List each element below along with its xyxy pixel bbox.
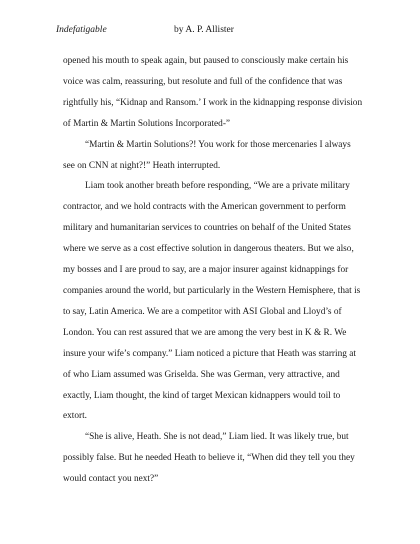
running-header (56, 23, 366, 37)
paragraph: “She is alive, Heath. She is not dead,” Liam lied. It was likely true, but possibly false. But he needed Heath to believe it, “When did they tell you they would contact you next?” (63, 432, 355, 485)
body-text (63, 51, 363, 490)
paragraph: “Martin & Martin Solutions?! You work for those mercenaries I always see on CNN at night?!” Heath interrupted. (63, 139, 351, 171)
paragraph: Liam took another breath before responding, “We are a private military contractor, and we hold contracts with the American government to perform military and humanitarian services to countries on behalf of the United States where we serve as a cost effective solution in dangerous theaters. But we also, my bosses and I are proud to say, are a major insurer against kidnappings for companies around the world, but particularly in the Western Hemisphere, that is to say, Latin America. We are a competitor with ASI Global and Lloyd’s of London. You can rest assured that we are among the very best in K & R. We insure your wife’s company.” Liam noticed a picture that Heath was starring at of who Liam assumed was Griselda. She was German, very attractive, and exactly, Liam thought, the kind of target Mexican kidnappers would toil to extort. (63, 181, 361, 422)
paragraph-continued: opened his mouth to speak again, but paused to consciously make certain his voice was calm, reassuring, but resolute and full of the confidence that was rightfully his, “Kidnap and Ransom.’ I work in the kidnapping response division of Martin & Martin Solutions Incorporated-” (63, 56, 363, 129)
book-title: Indefatigable (56, 25, 107, 35)
author-name: by A. P. Allister (174, 25, 234, 35)
